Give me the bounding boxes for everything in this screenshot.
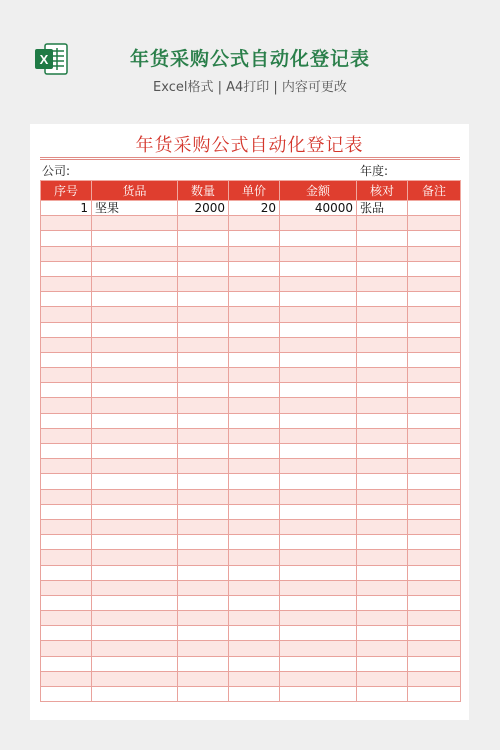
cell-remark[interactable] xyxy=(408,398,461,413)
cell-check[interactable] xyxy=(357,292,408,307)
cell-unit-price[interactable] xyxy=(229,519,280,534)
cell-amount[interactable] xyxy=(280,671,357,686)
cell-check[interactable] xyxy=(357,444,408,459)
cell-index[interactable] xyxy=(41,216,92,231)
cell-quantity[interactable] xyxy=(178,368,229,383)
cell-index[interactable] xyxy=(41,246,92,261)
cell-unit-price[interactable] xyxy=(229,474,280,489)
table-row xyxy=(41,641,461,656)
cell-amount[interactable] xyxy=(280,595,357,610)
cell-index[interactable] xyxy=(41,307,92,322)
page-subtitle: Excel格式 | A4打印 | 内容可更改 xyxy=(153,80,347,95)
cell-remark[interactable] xyxy=(408,246,461,261)
cell-unit-price[interactable] xyxy=(229,276,280,291)
cell-amount[interactable] xyxy=(280,519,357,534)
cell-quantity[interactable] xyxy=(178,459,229,474)
cell-amount[interactable] xyxy=(280,368,357,383)
column-header-goods: 货品 xyxy=(92,181,178,201)
cell-goods[interactable] xyxy=(92,459,178,474)
cell-goods[interactable] xyxy=(92,307,178,322)
cell-amount[interactable] xyxy=(280,687,357,702)
cell-unit-price[interactable] xyxy=(229,337,280,352)
table-row xyxy=(41,428,461,443)
table-row xyxy=(41,276,461,291)
cell-remark[interactable] xyxy=(408,550,461,565)
cell-quantity[interactable] xyxy=(178,322,229,337)
cell-unit-price[interactable] xyxy=(229,413,280,428)
cell-unit-price[interactable] xyxy=(229,383,280,398)
cell-unit-price[interactable] xyxy=(229,656,280,671)
cell-index[interactable]: 1 xyxy=(41,201,92,216)
cell-check[interactable] xyxy=(357,322,408,337)
cell-remark[interactable] xyxy=(408,428,461,443)
cell-goods[interactable] xyxy=(92,565,178,580)
cell-check[interactable]: 张品 xyxy=(357,201,408,216)
table-row xyxy=(41,474,461,489)
cell-check[interactable] xyxy=(357,504,408,519)
table-row xyxy=(41,550,461,565)
cell-amount[interactable]: 40000 xyxy=(280,201,357,216)
cell-quantity[interactable] xyxy=(178,595,229,610)
cell-check[interactable] xyxy=(357,413,408,428)
cell-amount[interactable] xyxy=(280,459,357,474)
cell-unit-price[interactable] xyxy=(229,292,280,307)
cell-remark[interactable] xyxy=(408,687,461,702)
table-row xyxy=(41,687,461,702)
cell-index[interactable] xyxy=(41,444,92,459)
cell-index[interactable] xyxy=(41,595,92,610)
cell-remark[interactable] xyxy=(408,216,461,231)
cell-unit-price[interactable] xyxy=(229,565,280,580)
cell-quantity[interactable] xyxy=(178,216,229,231)
cell-unit-price[interactable] xyxy=(229,231,280,246)
table-header-row xyxy=(41,181,461,201)
cell-quantity[interactable] xyxy=(178,656,229,671)
cell-index[interactable] xyxy=(41,565,92,580)
cell-amount[interactable] xyxy=(280,292,357,307)
cell-quantity[interactable] xyxy=(178,398,229,413)
cell-index[interactable] xyxy=(41,626,92,641)
cell-goods[interactable] xyxy=(92,535,178,550)
cell-quantity[interactable] xyxy=(178,261,229,276)
cell-check[interactable] xyxy=(357,459,408,474)
table-row xyxy=(41,246,461,261)
cell-check[interactable] xyxy=(357,352,408,367)
cell-goods[interactable] xyxy=(92,398,178,413)
cell-goods[interactable] xyxy=(92,428,178,443)
table-row xyxy=(41,322,461,337)
cell-goods[interactable] xyxy=(92,246,178,261)
cell-goods[interactable] xyxy=(92,413,178,428)
cell-amount[interactable] xyxy=(280,337,357,352)
cell-check[interactable] xyxy=(357,216,408,231)
cell-goods[interactable] xyxy=(92,671,178,686)
cell-unit-price[interactable]: 20 xyxy=(229,201,280,216)
cell-remark[interactable] xyxy=(408,413,461,428)
cell-unit-price[interactable] xyxy=(229,550,280,565)
cell-remark[interactable] xyxy=(408,626,461,641)
cell-quantity[interactable]: 2000 xyxy=(178,201,229,216)
cell-remark[interactable] xyxy=(408,337,461,352)
cell-check[interactable] xyxy=(357,337,408,352)
cell-remark[interactable] xyxy=(408,231,461,246)
column-header-quantity: 数量 xyxy=(178,181,229,201)
cell-amount[interactable] xyxy=(280,352,357,367)
cell-amount[interactable] xyxy=(280,656,357,671)
cell-goods[interactable] xyxy=(92,611,178,626)
cell-goods[interactable] xyxy=(92,474,178,489)
cell-unit-price[interactable] xyxy=(229,611,280,626)
cell-goods[interactable] xyxy=(92,216,178,231)
cell-amount[interactable] xyxy=(280,398,357,413)
cell-remark[interactable] xyxy=(408,671,461,686)
cell-unit-price[interactable] xyxy=(229,261,280,276)
cell-goods[interactable] xyxy=(92,580,178,595)
cell-quantity[interactable] xyxy=(178,489,229,504)
cell-amount[interactable] xyxy=(280,580,357,595)
cell-index[interactable] xyxy=(41,413,92,428)
cell-quantity[interactable] xyxy=(178,535,229,550)
cell-check[interactable] xyxy=(357,519,408,534)
column-header-check: 核对 xyxy=(357,181,408,201)
column-header-unit-price: 单价 xyxy=(229,181,280,201)
cell-remark[interactable] xyxy=(408,307,461,322)
cell-amount[interactable] xyxy=(280,626,357,641)
cell-remark[interactable] xyxy=(408,641,461,656)
table-row xyxy=(41,580,461,595)
title-divider xyxy=(40,157,460,158)
cell-unit-price[interactable] xyxy=(229,489,280,504)
cell-index[interactable] xyxy=(41,641,92,656)
cell-remark[interactable] xyxy=(408,580,461,595)
cell-goods[interactable] xyxy=(92,276,178,291)
cell-unit-price[interactable] xyxy=(229,580,280,595)
cell-check[interactable] xyxy=(357,671,408,686)
cell-amount[interactable] xyxy=(280,504,357,519)
cell-quantity[interactable] xyxy=(178,565,229,580)
cell-remark[interactable] xyxy=(408,565,461,580)
cell-remark[interactable] xyxy=(408,292,461,307)
cell-quantity[interactable] xyxy=(178,611,229,626)
cell-index[interactable] xyxy=(41,459,92,474)
cell-remark[interactable] xyxy=(408,383,461,398)
cell-remark[interactable] xyxy=(408,504,461,519)
cell-goods[interactable] xyxy=(92,352,178,367)
cell-check[interactable] xyxy=(357,246,408,261)
cell-unit-price[interactable] xyxy=(229,368,280,383)
cell-amount[interactable] xyxy=(280,489,357,504)
table-row xyxy=(41,519,461,534)
table-row xyxy=(41,368,461,383)
cell-unit-price[interactable] xyxy=(229,626,280,641)
cell-amount[interactable] xyxy=(280,261,357,276)
cell-remark[interactable] xyxy=(408,444,461,459)
cell-amount[interactable] xyxy=(280,322,357,337)
cell-amount[interactable] xyxy=(280,474,357,489)
table-row xyxy=(41,337,461,352)
cell-quantity[interactable] xyxy=(178,519,229,534)
cell-check[interactable] xyxy=(357,656,408,671)
cell-index[interactable] xyxy=(41,261,92,276)
cell-goods[interactable] xyxy=(92,489,178,504)
cell-index[interactable] xyxy=(41,611,92,626)
page-title: 年货采购公式自动化登记表 xyxy=(129,48,370,70)
cell-index[interactable] xyxy=(41,231,92,246)
cell-index[interactable] xyxy=(41,687,92,702)
cell-check[interactable] xyxy=(357,474,408,489)
table-row xyxy=(41,292,461,307)
table-row xyxy=(41,595,461,610)
column-header-amount: 金额 xyxy=(280,181,357,201)
cell-quantity[interactable] xyxy=(178,444,229,459)
cell-quantity[interactable] xyxy=(178,428,229,443)
cell-goods[interactable] xyxy=(92,550,178,565)
cell-amount[interactable] xyxy=(280,383,357,398)
cell-unit-price[interactable] xyxy=(229,641,280,656)
cell-goods[interactable] xyxy=(92,231,178,246)
cell-unit-price[interactable] xyxy=(229,246,280,261)
cell-unit-price[interactable] xyxy=(229,307,280,322)
cell-index[interactable] xyxy=(41,474,92,489)
cell-index[interactable] xyxy=(41,671,92,686)
company-label: 公司: xyxy=(42,164,71,178)
cell-index[interactable] xyxy=(41,519,92,534)
cell-amount[interactable] xyxy=(280,428,357,443)
cell-remark[interactable] xyxy=(408,595,461,610)
cell-check[interactable] xyxy=(357,428,408,443)
cell-unit-price[interactable] xyxy=(229,322,280,337)
column-header-remark: 备注 xyxy=(408,181,461,201)
cell-unit-price[interactable] xyxy=(229,687,280,702)
purchase-table xyxy=(40,180,461,702)
cell-amount[interactable] xyxy=(280,641,357,656)
cell-unit-price[interactable] xyxy=(229,444,280,459)
cell-remark[interactable] xyxy=(408,459,461,474)
cell-amount[interactable] xyxy=(280,231,357,246)
cell-quantity[interactable] xyxy=(178,687,229,702)
cell-index[interactable] xyxy=(41,398,92,413)
cell-amount[interactable] xyxy=(280,565,357,580)
cell-remark[interactable] xyxy=(408,489,461,504)
cell-check[interactable] xyxy=(357,595,408,610)
cell-check[interactable] xyxy=(357,687,408,702)
cell-check[interactable] xyxy=(357,611,408,626)
cell-index[interactable] xyxy=(41,580,92,595)
cell-unit-price[interactable] xyxy=(229,398,280,413)
cell-quantity[interactable] xyxy=(178,307,229,322)
cell-goods[interactable]: 坚果 xyxy=(92,201,178,216)
cell-quantity[interactable] xyxy=(178,337,229,352)
cell-quantity[interactable] xyxy=(178,246,229,261)
cell-goods[interactable] xyxy=(92,687,178,702)
cell-goods[interactable] xyxy=(92,292,178,307)
cell-unit-price[interactable] xyxy=(229,428,280,443)
cell-index[interactable] xyxy=(41,322,92,337)
cell-index[interactable] xyxy=(41,352,92,367)
table-row xyxy=(41,611,461,626)
cell-quantity[interactable] xyxy=(178,641,229,656)
cell-amount[interactable] xyxy=(280,535,357,550)
cell-check[interactable] xyxy=(357,276,408,291)
cell-goods[interactable] xyxy=(92,337,178,352)
cell-goods[interactable] xyxy=(92,383,178,398)
cell-remark[interactable] xyxy=(408,656,461,671)
cell-check[interactable] xyxy=(357,565,408,580)
cell-remark[interactable] xyxy=(408,276,461,291)
table-row xyxy=(41,413,461,428)
table-row xyxy=(41,489,461,504)
sheet-title: 年货采购公式自动化登记表 xyxy=(135,135,364,156)
cell-goods[interactable] xyxy=(92,519,178,534)
cell-goods[interactable] xyxy=(92,595,178,610)
table-row xyxy=(41,444,461,459)
page-header xyxy=(0,0,500,118)
cell-goods[interactable] xyxy=(92,626,178,641)
cell-check[interactable] xyxy=(357,550,408,565)
cell-check[interactable] xyxy=(357,641,408,656)
cell-remark[interactable] xyxy=(408,368,461,383)
cell-index[interactable] xyxy=(41,428,92,443)
cell-index[interactable] xyxy=(41,535,92,550)
cell-goods[interactable] xyxy=(92,641,178,656)
cell-unit-price[interactable] xyxy=(229,504,280,519)
cell-index[interactable] xyxy=(41,368,92,383)
cell-remark[interactable] xyxy=(408,261,461,276)
table-row xyxy=(41,656,461,671)
cell-index[interactable] xyxy=(41,504,92,519)
cell-quantity[interactable] xyxy=(178,580,229,595)
cell-index[interactable] xyxy=(41,656,92,671)
cell-quantity[interactable] xyxy=(178,231,229,246)
cell-amount[interactable] xyxy=(280,307,357,322)
cell-amount[interactable] xyxy=(280,611,357,626)
cell-goods[interactable] xyxy=(92,368,178,383)
cell-amount[interactable] xyxy=(280,444,357,459)
table-row xyxy=(41,261,461,276)
table-body xyxy=(41,201,461,702)
cell-remark[interactable] xyxy=(408,611,461,626)
cell-quantity[interactable] xyxy=(178,626,229,641)
cell-remark[interactable] xyxy=(408,519,461,534)
cell-remark[interactable] xyxy=(408,474,461,489)
table-row xyxy=(41,671,461,686)
table-row xyxy=(41,201,461,216)
title-divider-secondary xyxy=(40,159,460,160)
cell-goods[interactable] xyxy=(92,504,178,519)
cell-index[interactable] xyxy=(41,292,92,307)
cell-quantity[interactable] xyxy=(178,550,229,565)
cell-unit-price[interactable] xyxy=(229,535,280,550)
table-row xyxy=(41,216,461,231)
cell-quantity[interactable] xyxy=(178,276,229,291)
cell-amount[interactable] xyxy=(280,550,357,565)
svg-text:X: X xyxy=(39,52,49,67)
cell-unit-price[interactable] xyxy=(229,216,280,231)
table-row xyxy=(41,398,461,413)
year-label: 年度: xyxy=(360,164,389,178)
cell-remark[interactable] xyxy=(408,322,461,337)
cell-quantity[interactable] xyxy=(178,671,229,686)
cell-check[interactable] xyxy=(357,535,408,550)
cell-amount[interactable] xyxy=(280,246,357,261)
spreadsheet-preview xyxy=(30,124,469,720)
cell-check[interactable] xyxy=(357,368,408,383)
cell-goods[interactable] xyxy=(92,322,178,337)
column-header-index: 序号 xyxy=(41,181,92,201)
cell-check[interactable] xyxy=(357,626,408,641)
cell-amount[interactable] xyxy=(280,276,357,291)
cell-amount[interactable] xyxy=(280,413,357,428)
cell-remark[interactable] xyxy=(408,352,461,367)
table-row xyxy=(41,352,461,367)
cell-unit-price[interactable] xyxy=(229,671,280,686)
cell-quantity[interactable] xyxy=(178,413,229,428)
cell-quantity[interactable] xyxy=(178,292,229,307)
table-row xyxy=(41,504,461,519)
cell-amount[interactable] xyxy=(280,216,357,231)
cell-check[interactable] xyxy=(357,307,408,322)
cell-index[interactable] xyxy=(41,550,92,565)
cell-check[interactable] xyxy=(357,261,408,276)
cell-check[interactable] xyxy=(357,231,408,246)
table-row xyxy=(41,231,461,246)
cell-unit-price[interactable] xyxy=(229,459,280,474)
cell-index[interactable] xyxy=(41,489,92,504)
cell-quantity[interactable] xyxy=(178,383,229,398)
cell-index[interactable] xyxy=(41,276,92,291)
cell-index[interactable] xyxy=(41,383,92,398)
cell-unit-price[interactable] xyxy=(229,595,280,610)
cell-remark[interactable] xyxy=(408,535,461,550)
cell-check[interactable] xyxy=(357,398,408,413)
cell-index[interactable] xyxy=(41,337,92,352)
table-row xyxy=(41,383,461,398)
cell-goods[interactable] xyxy=(92,444,178,459)
cell-quantity[interactable] xyxy=(178,474,229,489)
cell-quantity[interactable] xyxy=(178,352,229,367)
cell-remark[interactable] xyxy=(408,201,461,216)
cell-goods[interactable] xyxy=(92,656,178,671)
table-row xyxy=(41,307,461,322)
cell-check[interactable] xyxy=(357,489,408,504)
cell-check[interactable] xyxy=(357,383,408,398)
table-row xyxy=(41,626,461,641)
cell-goods[interactable] xyxy=(92,261,178,276)
cell-quantity[interactable] xyxy=(178,504,229,519)
table-row xyxy=(41,459,461,474)
table-row xyxy=(41,535,461,550)
table-row xyxy=(41,565,461,580)
cell-check[interactable] xyxy=(357,580,408,595)
cell-unit-price[interactable] xyxy=(229,352,280,367)
